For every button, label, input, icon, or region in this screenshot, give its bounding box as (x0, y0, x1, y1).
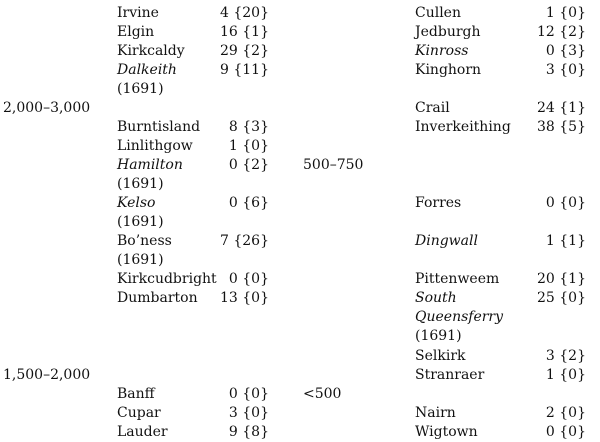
table-row (415, 289, 535, 346)
table-row (415, 99, 450, 118)
burgh-name: Pittenweem (415, 271, 500, 287)
burgh-value: 13 {0} (220, 290, 269, 306)
burgh-name: Dingwall (415, 233, 478, 249)
table-row (117, 289, 198, 308)
population-band-label: <500 (303, 386, 342, 402)
table-row (117, 42, 185, 61)
burgh-value: 0 {2} (228, 157, 269, 173)
burgh-name: Lauder (117, 424, 168, 440)
burgh-name: Kelso (117, 195, 156, 211)
burgh-name: Kinross (415, 43, 469, 59)
burgh-value: 1 {1} (545, 233, 586, 249)
burgh-value: 24 {1} (537, 100, 586, 116)
table-row (117, 385, 155, 404)
burgh-year-note: (1691) (117, 81, 164, 97)
burgh-year-note: (1691) (117, 214, 164, 230)
burgh-value: 0 {6} (228, 195, 269, 211)
population-band-label: 1,500–2,000 (3, 367, 91, 383)
table-row (415, 118, 511, 137)
burgh-value: 7 {26} (220, 233, 269, 249)
burgh-name: Bo’ness (117, 233, 172, 249)
burgh-name: Dalkeith (117, 62, 177, 78)
burgh-value: 29 {2} (220, 43, 269, 59)
burgh-year-note: (1691) (117, 176, 164, 192)
burgh-value: 9 {11} (220, 62, 269, 78)
table-row (415, 232, 478, 251)
table-row (415, 194, 461, 213)
burgh-name: Linlithgow (117, 138, 193, 154)
table-row (415, 61, 481, 80)
population-band-label: 500–750 (303, 157, 364, 173)
burgh-value: 3 {0} (228, 405, 269, 421)
burgh-value: 25 {0} (537, 290, 586, 306)
table-row (117, 232, 172, 270)
table-row (415, 404, 456, 423)
table-row (117, 404, 161, 423)
burgh-name: Stranraer (415, 367, 485, 383)
table-row (117, 137, 193, 156)
burgh-name: Nairn (415, 405, 456, 421)
table-row (415, 347, 466, 366)
burgh-value: 4 {20} (220, 5, 269, 21)
table-row (117, 270, 217, 289)
burgh-name: Inverkeithing (415, 119, 511, 135)
burgh-name: South Queensferry (415, 290, 504, 325)
burgh-name: Kirkcaldy (117, 43, 185, 59)
table-row (415, 366, 484, 385)
burgh-name: Banff (117, 386, 155, 402)
burgh-value: 0 {0} (228, 386, 269, 402)
burgh-year-note: (1691) (415, 328, 462, 344)
burgh-name: Hamilton (117, 157, 183, 173)
burgh-value: 38 {5} (537, 119, 586, 135)
burgh-value: 8 {3} (228, 119, 269, 135)
burgh-name: Forres (415, 195, 462, 211)
burgh-value: 1 {0} (228, 138, 269, 154)
burgh-name: Dumbarton (117, 290, 198, 306)
burgh-name: Kirkcudbright (117, 271, 217, 287)
table-row (415, 42, 468, 61)
burgh-value: 0 {0} (545, 195, 586, 211)
burgh-value: 0 {0} (545, 424, 586, 440)
burgh-value: 2 {0} (545, 405, 586, 421)
table-row (415, 23, 481, 42)
burgh-name: Irvine (117, 5, 159, 21)
burgh-value: 0 {3} (545, 43, 586, 59)
table-row (117, 156, 183, 194)
burgh-name: Selkirk (415, 348, 466, 364)
burgh-value: 20 {1} (537, 271, 586, 287)
table-row (415, 270, 499, 289)
burgh-value: 3 {2} (545, 348, 586, 364)
burgh-value: 9 {8} (228, 424, 269, 440)
table-row (117, 61, 177, 99)
table-row (117, 4, 159, 23)
population-band-label: 2,000–3,000 (3, 100, 91, 116)
burgh-value: 1 {0} (545, 367, 586, 383)
table-row (117, 423, 168, 442)
burgh-name: Elgin (117, 24, 155, 40)
burgh-value: 0 {0} (228, 271, 269, 287)
burgh-name: Crail (415, 100, 450, 116)
burgh-name: Burntisland (117, 119, 201, 135)
burgh-value: 3 {0} (545, 62, 586, 78)
burgh-name: Kinghorn (415, 62, 482, 78)
burgh-name: Jedburgh (415, 24, 481, 40)
table-row (117, 118, 200, 137)
table-row (415, 4, 461, 23)
burgh-name: Wigtown (415, 424, 478, 440)
table-row (117, 23, 154, 42)
burgh-name: Cupar (117, 405, 161, 421)
burgh-year-note: (1691) (117, 252, 164, 268)
burgh-value: 1 {0} (545, 5, 586, 21)
burgh-value: 16 {1} (220, 24, 269, 40)
table-row (117, 194, 164, 232)
burgh-value: 12 {2} (537, 24, 586, 40)
table-row (415, 423, 478, 442)
burgh-name: Cullen (415, 5, 461, 21)
